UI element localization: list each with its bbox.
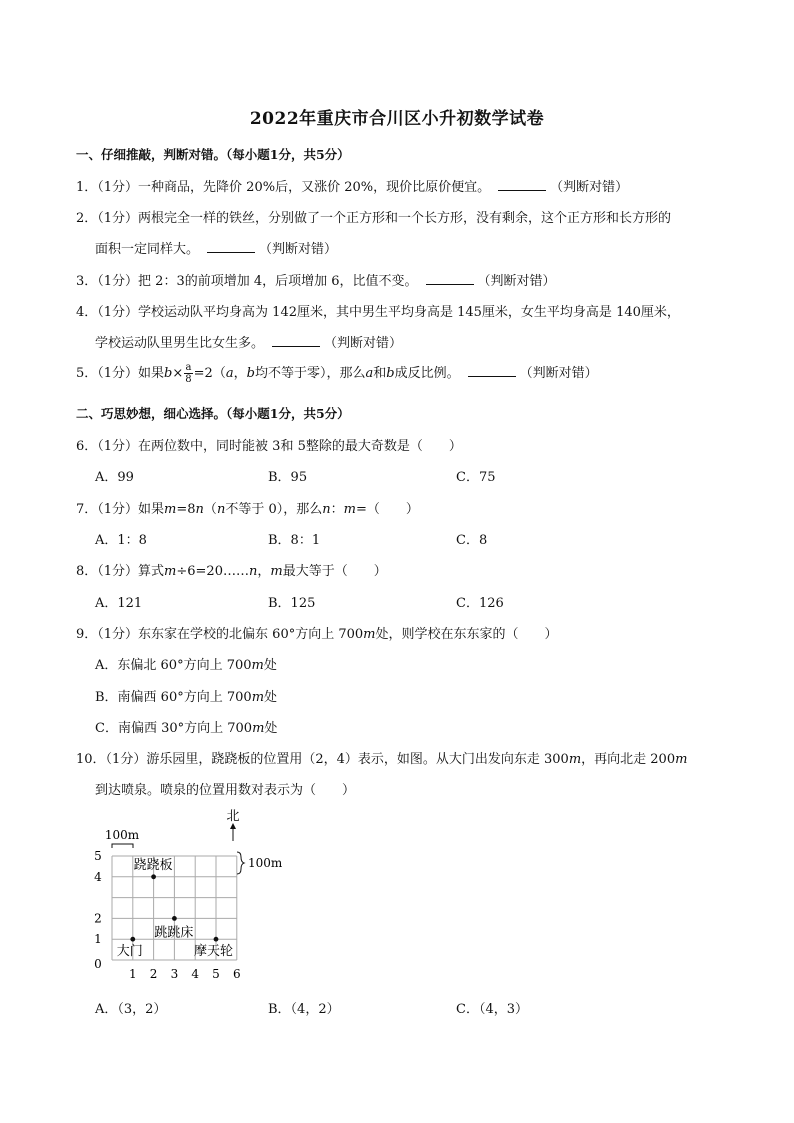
unit-m: m	[675, 752, 688, 767]
question-4-text: 学校运动队里男生比女生多。	[95, 336, 265, 351]
question-6: 6．（1分）在两位数中，同时能被 3和 5整除的最大奇数是（ ）	[76, 439, 462, 454]
question-2-line-1: 2．（1分）两根完全一样的铁丝，分别做了一个正方形和一个长方形，没有剩余，这个正方形和长方形的	[76, 211, 672, 226]
top-scale-label: 100m	[104, 828, 140, 842]
x-tick-label: 1	[128, 967, 137, 981]
question-7-pre: 7．（1分）如果	[76, 502, 165, 517]
answer-blank-3[interactable]	[426, 272, 474, 285]
section-1-heading: 一、仔细推敲，判断对错。（每小题1分，共5分）	[76, 147, 350, 162]
q9-option-a[interactable]	[95, 654, 277, 673]
point-wheel	[214, 937, 219, 942]
y-tick-label: 1	[94, 932, 102, 947]
y-tick-label: 5	[94, 849, 102, 863]
north-label: 北	[226, 809, 240, 824]
var-n: n	[322, 502, 331, 517]
unit-m: m	[363, 627, 376, 642]
x-tick-label: 6	[232, 967, 241, 981]
playground-grid-figure	[85, 808, 305, 988]
question-7	[76, 498, 419, 517]
y-tick-label: 4	[94, 869, 102, 884]
q10-option-b[interactable]: B．（4，2）	[268, 1002, 340, 1017]
q9-option-c[interactable]	[95, 717, 277, 736]
q10-option-a[interactable]: A．（3，2）	[95, 1002, 167, 1017]
question-2-tail: （判断对错）	[259, 242, 338, 257]
var-n: n	[195, 502, 204, 517]
section-2-heading: 二、巧思妙想，细心选择。（每小题1分，共5分）	[76, 406, 350, 421]
x-tick-labels	[129, 967, 241, 981]
var-m: m	[164, 564, 177, 579]
question-8-post: 最大等于（ ）	[282, 564, 387, 579]
unit-m: m	[251, 690, 265, 705]
grid-svg	[85, 808, 305, 988]
point-seesaw	[151, 874, 156, 879]
q6-option-c[interactable]: C．75	[456, 470, 496, 485]
question-9-post: 处，则学校在东东家的（ ）	[375, 627, 558, 642]
question-9	[76, 623, 558, 642]
var-a: a	[225, 366, 234, 381]
x-tick-label: 4	[191, 967, 200, 981]
fraction-numerator: a	[185, 362, 192, 373]
equals-part: =2（	[193, 366, 226, 381]
q9-option-b[interactable]	[95, 686, 277, 705]
question-3-text: 3．（1分）把 2：3的前项增加 4，后项增加 6，比值不变。	[76, 274, 418, 289]
x-tick-label: 2	[149, 967, 158, 981]
fraction-denominator: 8	[185, 374, 192, 385]
question-1-tail: （判断对错）	[550, 180, 629, 195]
var-m: m	[164, 502, 177, 517]
paren: （	[203, 502, 217, 517]
question-10-mid: ，再向北走 200	[581, 752, 676, 767]
colon: ：	[330, 502, 344, 517]
label-bed: 跳跳床	[154, 925, 194, 941]
comma: ，	[257, 564, 271, 579]
question-4-line-1: 4．（1分）学校运动队平均身高为 142厘米，其中男生平均身高是 145厘米，女生平均身高是 140厘米，	[76, 305, 680, 320]
question-5-mid: 均不等于零），那么	[254, 366, 366, 381]
times-sign: ×	[172, 366, 184, 381]
q6-option-a[interactable]: A．99	[95, 470, 134, 485]
var-b: b	[246, 366, 255, 381]
q8-option-b[interactable]: B．125	[268, 596, 316, 611]
question-4-tail: （判断对错）	[324, 336, 403, 351]
answer-blank-2[interactable]	[207, 240, 255, 253]
question-4-line-2	[95, 332, 402, 351]
q7-option-c[interactable]: C．8	[456, 533, 488, 548]
q9-option-a-text: A．东偏北 60°方向上 700	[95, 658, 252, 673]
north-arrow-icon	[230, 823, 236, 841]
question-10-pre: 10．（1分）游乐园里，跷跷板的位置用（2，4）表示，如图。从大门出发向东走 300	[76, 752, 569, 767]
question-3-tail: （判断对错）	[477, 274, 556, 289]
q6-option-b[interactable]: B．95	[268, 470, 308, 485]
question-7-mid: 不等于 0），那么	[225, 502, 323, 517]
y-tick-label: 0	[94, 957, 102, 971]
place-word: 处	[263, 658, 277, 673]
label-wheel: 摩天轮	[194, 944, 234, 960]
var-n: n	[216, 502, 226, 517]
comma: ，	[233, 366, 247, 381]
question-3	[76, 270, 556, 289]
question-10-line-2: 到达喷泉。喷泉的位置用数对表示为（ ）	[95, 783, 356, 798]
q9-option-c-text: C．南偏西 30°方向上 700	[95, 721, 253, 736]
var-n: n	[248, 564, 258, 579]
q8-option-c[interactable]: C．126	[456, 596, 504, 611]
question-8-pre: 8．（1分）算式	[76, 564, 165, 579]
unit-m: m	[251, 658, 264, 673]
var-a: a	[365, 366, 374, 381]
equals-part: =8	[176, 502, 196, 517]
right-scale-label: 100m	[248, 856, 283, 870]
y-tick-label: 2	[94, 911, 102, 926]
page-title: 2022年重庆市合川区小升初数学试卷	[249, 109, 545, 129]
var-m: m	[343, 502, 356, 517]
question-5	[76, 362, 598, 385]
label-gate: 大门	[116, 944, 143, 960]
point-bed	[172, 916, 177, 921]
question-10-line-1	[76, 748, 687, 767]
q7-option-b[interactable]: B．8：1	[268, 533, 321, 548]
answer-blank-1[interactable]	[498, 178, 546, 191]
place-word: 处	[264, 721, 278, 736]
point-gate	[130, 937, 135, 942]
top-scale-brace	[112, 844, 133, 848]
place-word: 处	[264, 690, 278, 705]
label-seesaw: 跷跷板	[133, 857, 173, 873]
fraction-a-over-8	[184, 362, 192, 385]
question-1-text: 1．（1分）一种商品，先降价 20%后，又涨价 20%，现价比原价便宜。	[76, 180, 491, 195]
x-tick-label: 3	[170, 967, 179, 981]
right-scale-brace	[237, 852, 244, 874]
question-7-post: =（ ）	[355, 502, 419, 517]
and-word: 和	[373, 366, 387, 381]
q7-option-a[interactable]: A．1：8	[95, 533, 147, 548]
unit-m: m	[252, 721, 265, 736]
y-tick-labels	[94, 849, 102, 971]
question-5-pre: 5．（1分）如果	[76, 366, 165, 381]
q10-option-c[interactable]: C．（4，3）	[456, 1002, 528, 1017]
var-m: m	[270, 564, 283, 579]
question-5-tail: （判断对错）	[519, 366, 598, 381]
question-8-mid: ÷6=20……	[176, 564, 249, 579]
q8-option-a[interactable]: A．121	[95, 596, 143, 611]
var-b: b	[164, 366, 173, 381]
question-9-text: 9．（1分）东东家在学校的北偏东 60°方向上 700	[76, 627, 364, 642]
question-2-text: 面积一定同样大。	[95, 242, 200, 257]
unit-m: m	[568, 752, 582, 767]
x-tick-label: 5	[212, 967, 220, 981]
answer-blank-5[interactable]	[468, 364, 516, 377]
question-2-line-2	[95, 238, 337, 257]
question-8	[76, 560, 387, 579]
question-1	[76, 176, 628, 195]
answer-blank-4[interactable]	[272, 334, 320, 347]
question-5-post: 成反比例。	[394, 366, 460, 381]
var-b: b	[386, 366, 395, 381]
q9-option-b-text: B．南偏西 60°方向上 700	[95, 690, 252, 705]
